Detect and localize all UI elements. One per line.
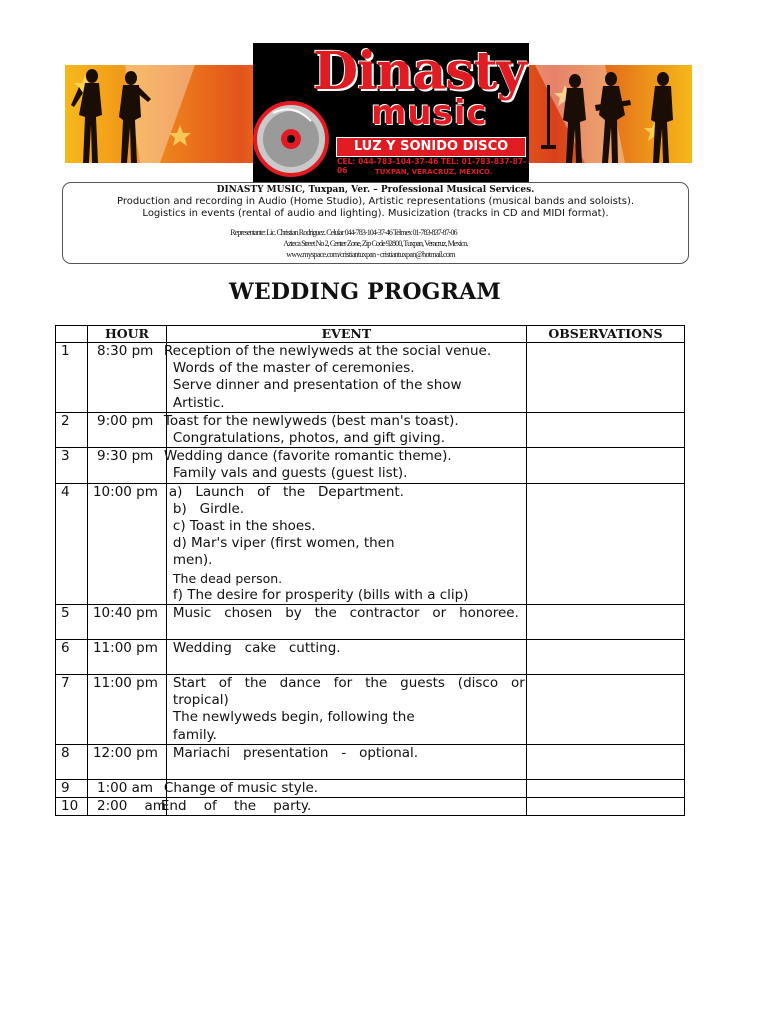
row-observations [526, 779, 684, 797]
row-event [166, 605, 526, 640]
row-hour: 2:00 am [88, 798, 167, 816]
header-observations: OBSERVATIONS [526, 326, 684, 343]
event-line: family. [172, 726, 217, 743]
event-line: Start of the dance for the guests (disco or [172, 675, 525, 692]
table-row [56, 605, 685, 640]
event-line: Wedding cake cutting. [172, 640, 341, 657]
event-line: Serve dinner and presentation of the show [172, 377, 462, 394]
event-line: d) Mar's viper (first women, then [172, 535, 395, 552]
row-event [160, 798, 526, 816]
event-line: Artistic. [172, 394, 225, 411]
hour-line: pm [136, 640, 158, 657]
event-line: f) The desire for prosperity (bills with a clip) [172, 586, 469, 603]
event-line: Family vals and guests (guest list). [172, 465, 408, 482]
event-line: Congratulations, photos, and gift giving. [172, 430, 446, 447]
company-name-line: DINASTY MUSIC, Tuxpan, Ver. – Professional Musical Services. [216, 185, 535, 195]
event-line: End of the party. [160, 798, 312, 815]
hour-line: 11:00 [92, 640, 132, 657]
table-row [56, 343, 685, 413]
logo-brand-music: music [371, 93, 488, 133]
row-number: 2 [56, 412, 88, 447]
row-event [163, 343, 526, 413]
hour-line: pm [136, 605, 158, 622]
header-hour: HOUR [88, 326, 167, 343]
row-number: 7 [56, 675, 88, 745]
page-title: WEDDING PROGRAM [229, 279, 501, 305]
row-observations [526, 798, 684, 816]
row-number: 8 [56, 744, 88, 779]
hour-line: pm [136, 483, 158, 500]
hour-line: 12:00 [92, 744, 132, 761]
address-line: Azteca Street No 2, Center Zone, Zip Code 92800, Tuxpan, Veracruz, Mexico. [283, 239, 468, 248]
row-observations [526, 412, 684, 447]
row-hour [88, 640, 167, 675]
table-row [56, 675, 685, 745]
event-line: a) Launch of the Department. [168, 483, 404, 500]
row-number: 1 [56, 343, 88, 413]
logo-tagline: LUZ Y SONIDO DISCO [336, 137, 526, 157]
row-event [163, 448, 526, 483]
row-number: 6 [56, 640, 88, 675]
row-number: 9 [56, 779, 88, 797]
table-row [56, 640, 685, 675]
table-row [56, 798, 685, 816]
row-observations [526, 640, 684, 675]
row-event [166, 640, 526, 675]
hour-line: pm [136, 675, 158, 692]
hour-line: 10:40 [92, 605, 132, 622]
row-observations [526, 448, 684, 483]
row-observations [526, 343, 684, 413]
row-number: 3 [56, 448, 88, 483]
table-row [56, 744, 685, 779]
row-hour [88, 744, 167, 779]
event-line: c) Toast in the shoes. [172, 518, 316, 535]
logo-city: TUXPAN, VERACRUZ, MÉXICO. [375, 168, 493, 176]
hour-line: pm [136, 744, 158, 761]
header-num [56, 326, 88, 343]
event-line: Wedding dance (favorite romantic theme). [163, 448, 452, 465]
row-event [166, 675, 526, 745]
representative-line: Representante: Lic. Christian Rodriguez. Celular 044-783-104-37-46 Telmex 01-783-837-87-06 [230, 228, 457, 237]
event-line: Reception of the newlyweds at the social venue. [163, 343, 492, 359]
event-line: tropical) [172, 692, 229, 709]
table-row [56, 412, 685, 447]
hour-line: 11:00 [92, 675, 132, 692]
row-hour [88, 605, 167, 640]
hour-line: 10:00 [92, 483, 132, 500]
event-line: men). [172, 552, 213, 569]
company-logo [253, 43, 529, 183]
table-row [56, 448, 685, 483]
row-number: 4 [56, 483, 88, 604]
row-hour: 8:30 pm [88, 343, 167, 413]
event-line: Words of the master of ceremonies. [172, 360, 415, 377]
web-contact-line: www.myspace.com/cristiantuxpan - cristiantuxpan@hotmail.com [286, 250, 455, 259]
table-row [56, 779, 685, 797]
services-line: Production and recording in Audio (Home Studio), Artistic representations (musical bands and soloists). [116, 196, 635, 207]
row-observations [526, 744, 684, 779]
row-observations [526, 605, 684, 640]
row-number: 10 [56, 798, 88, 816]
table-row [56, 483, 685, 604]
header-event: EVENT [166, 326, 526, 343]
event-line: Change of music style. [163, 779, 319, 796]
row-observations [526, 675, 684, 745]
table-header-row [56, 326, 685, 343]
event-line: The newlyweds begin, following the [172, 709, 415, 726]
logo-brand-name: Dinasty [313, 43, 526, 102]
event-line: Mariachi presentation - optional. [172, 744, 419, 761]
logo-phones: CEL: 044-783-104-37-46 TEL: 01-783-837-87-06 [337, 157, 527, 175]
event-line: Toast for the newlyweds (best man's toast). [163, 412, 459, 429]
company-info-box [62, 182, 689, 264]
row-observations [526, 483, 684, 604]
event-line: The dead person. [172, 570, 283, 586]
row-event [166, 483, 526, 604]
row-number: 5 [56, 605, 88, 640]
row-hour: 1:00 am [88, 779, 167, 797]
row-hour: 9:30 pm [88, 448, 167, 483]
row-event [166, 744, 526, 779]
row-hour: 9:00 pm [88, 412, 167, 447]
wedding-program-table [55, 325, 685, 816]
row-hour [88, 675, 167, 745]
row-event [163, 412, 526, 447]
event-line: b) Girdle. [172, 500, 245, 517]
row-event [163, 779, 526, 797]
row-hour [88, 483, 167, 604]
logistics-line: Logistics in events (rental of audio and lighting). Musicization (tracks in CD and MIDI format). [142, 208, 609, 219]
event-line: Music chosen by the contractor or honoree. [172, 605, 519, 622]
